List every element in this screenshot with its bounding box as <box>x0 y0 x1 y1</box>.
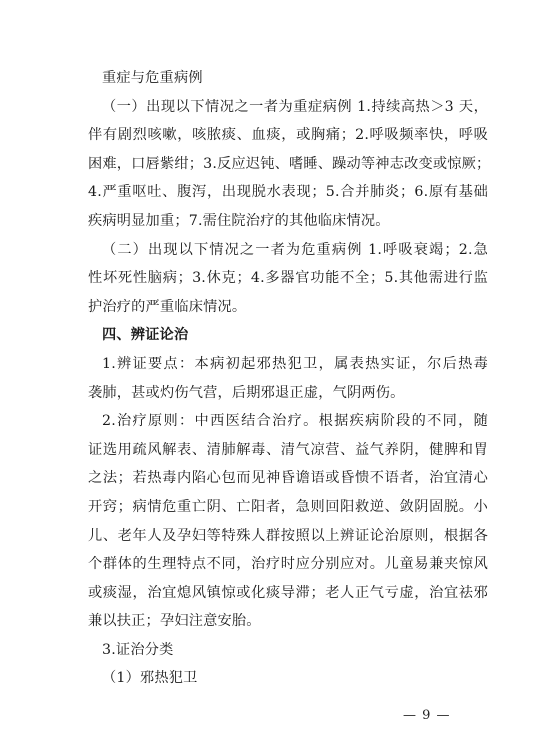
paragraph-line: 伴有剧烈咳嗽，咳脓痰、血痰，或胸痛；2.呼吸频率快，呼吸 <box>88 127 488 144</box>
paragraph-line: （一）出现以下情况之一者为重症病例 1.持续高热＞3 天， <box>102 98 488 115</box>
subsection-heading-classification: 3.证治分类 <box>102 641 174 658</box>
section-heading-syndrome-differentiation: 四、辨证论治 <box>102 327 189 344</box>
paragraph-line: 儿、老年人及孕妇等特殊人群按照以上辨证论治原则，根据各 <box>88 527 488 544</box>
paragraph-line: 或痰湿，治宜熄风镇惊或化痰导滞；老人正气亏虚，治宜祛邪 <box>88 584 488 601</box>
paragraph-line: 4.严重呕吐、腹泻，出现脱水表现；5.合并肺炎；6.原有基础 <box>88 184 488 201</box>
paragraph-line: 1.辨证要点：本病初起邪热犯卫，属表热实证，尔后热毒 <box>102 355 488 372</box>
paragraph-line: 之法；若热毒内陷心包而见神昏谵语或昏愦不语者，治宜清心 <box>88 470 488 487</box>
paragraph-line: 性坏死性脑病；3.休克；4.多器官功能不全；5.其他需进行监 <box>88 270 488 287</box>
paragraph-line: 2.治疗原则：中西医结合治疗。根据疾病阶段的不同，随 <box>102 413 488 430</box>
page-number: — 9 — <box>403 708 451 723</box>
document-body <box>88 64 491 693</box>
paragraph-line: 个群体的生理特点不同，治疗时应分别应对。儿童易兼夹惊风 <box>88 556 488 573</box>
subsection-heading-pathogen-invading-wei: （1）邪热犯卫 <box>102 670 198 687</box>
paragraph-line: 兼以扶正；孕妇注意安胎。 <box>88 613 261 630</box>
paragraph-line: 疾病明显加重；7.需住院治疗的其他临床情况。 <box>88 212 390 229</box>
section-heading-severe-cases: 重症与危重病例 <box>102 70 203 86</box>
paragraph-line: 袭肺，甚或灼伤气营，后期邪退正虚，气阴两伤。 <box>88 384 405 401</box>
paragraph-line: （二）出现以下情况之一者为危重病例 1.呼吸衰竭；2.急 <box>102 241 488 258</box>
paragraph-line: 护治疗的严重临床情况。 <box>88 298 247 315</box>
paragraph-line: 开窍；病情危重亡阴、亡阳者，急则回阳救逆、敛阴固脱。小 <box>88 498 488 515</box>
paragraph-line: 困难，口唇紫绀；3.反应迟钝、嗜睡、躁动等神志改变或惊厥； <box>88 155 491 172</box>
paragraph-line: 证选用疏风解表、清肺解毒、清气凉营、益气养阴，健脾和胃 <box>88 441 488 458</box>
